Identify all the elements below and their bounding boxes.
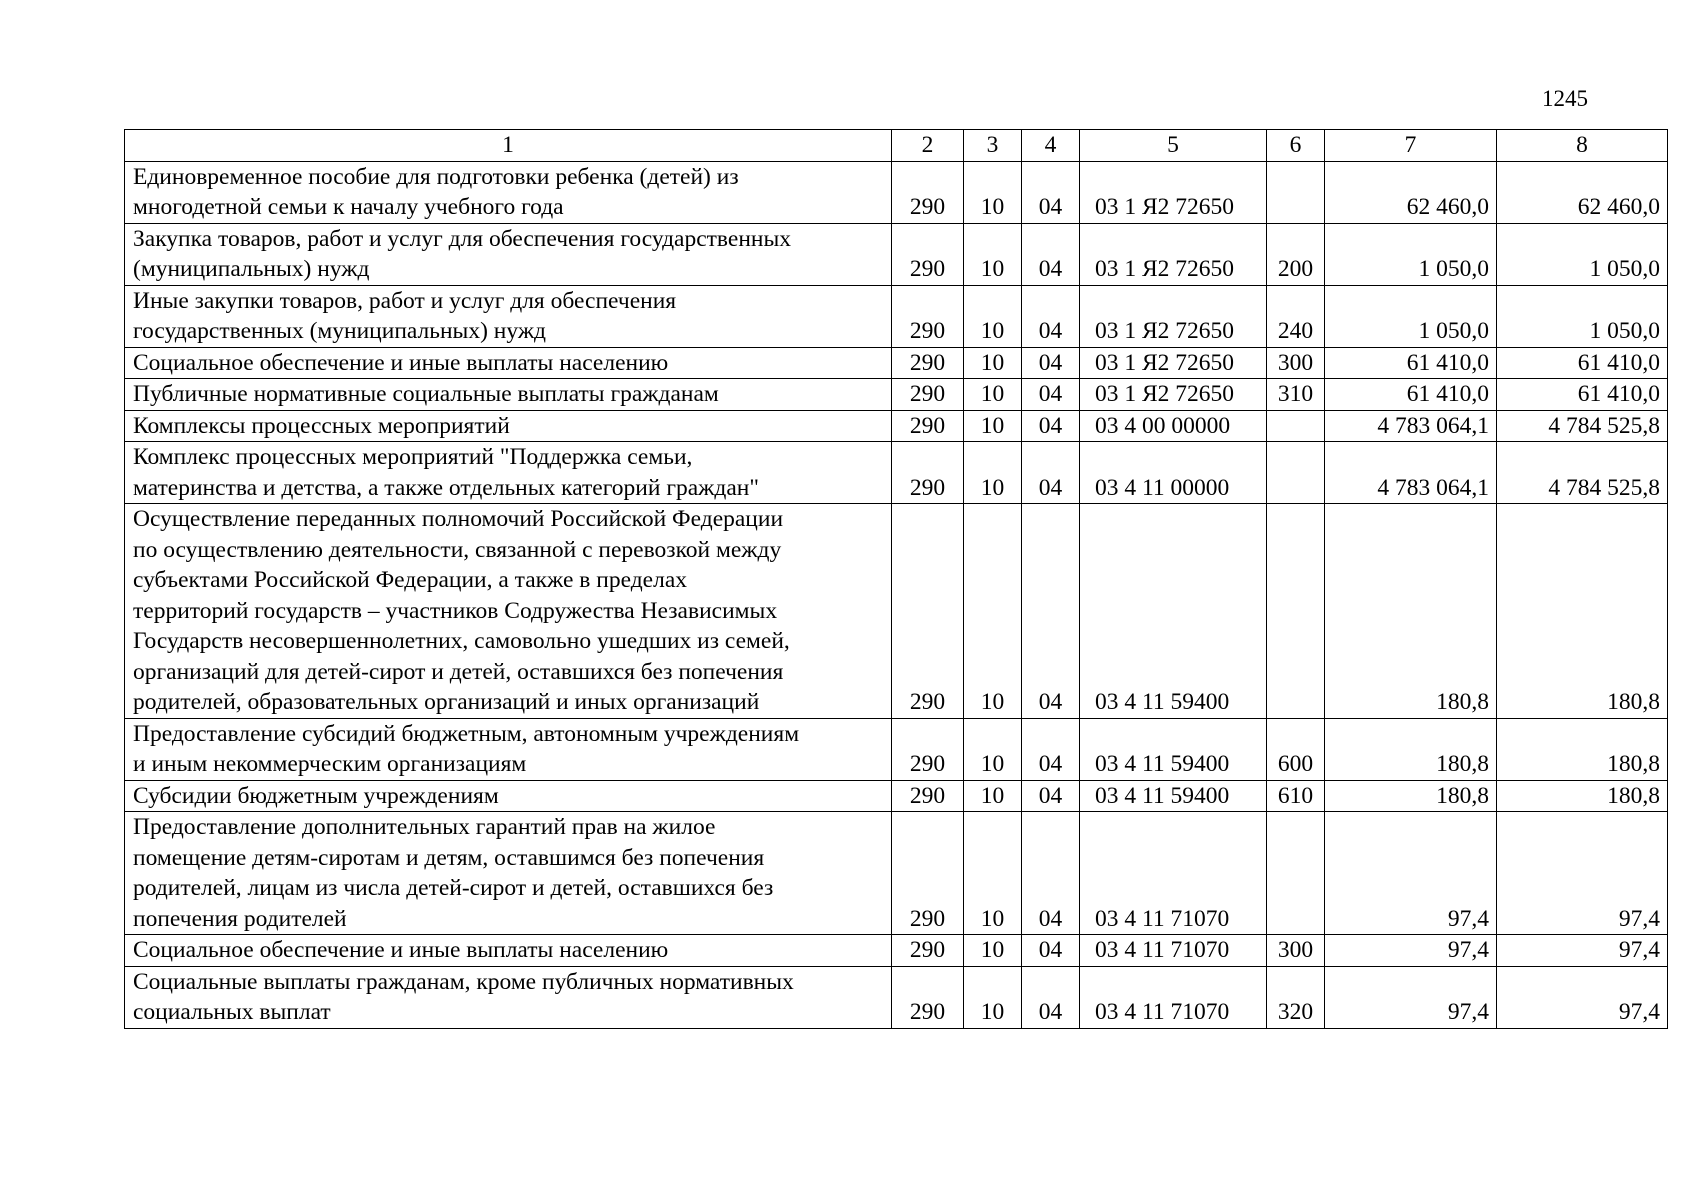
amount-year2-cell: 180,8 bbox=[1497, 780, 1668, 812]
table-header-row bbox=[125, 130, 1668, 162]
subsection-cell: 04 bbox=[1022, 347, 1080, 379]
amount-year2-cell: 4 784 525,8 bbox=[1497, 410, 1668, 442]
description-cell: Закупка товаров, работ и услуг для обеспечения государственных (муниципальных) нужд bbox=[125, 223, 892, 285]
section-cell: 10 bbox=[964, 966, 1022, 1028]
amount-year2-cell: 97,4 bbox=[1497, 935, 1668, 967]
section-cell: 10 bbox=[964, 347, 1022, 379]
section-cell: 10 bbox=[964, 442, 1022, 504]
amount-year1-cell: 1 050,0 bbox=[1325, 223, 1497, 285]
description-cell: Предоставление субсидий бюджетным, автономным учреждениям и иным некоммерческим организациям bbox=[125, 718, 892, 780]
col2-cell: 290 bbox=[892, 161, 964, 223]
section-cell: 10 bbox=[964, 223, 1022, 285]
amount-year1-cell: 180,8 bbox=[1325, 504, 1497, 719]
amount-year1-cell: 61 410,0 bbox=[1325, 347, 1497, 379]
table-row bbox=[125, 935, 1668, 967]
description-cell: Единовременное пособие для подготовки ребенка (детей) из многодетной семьи к началу учебного года bbox=[125, 161, 892, 223]
subsection-cell: 04 bbox=[1022, 966, 1080, 1028]
table-row bbox=[125, 347, 1668, 379]
table-row bbox=[125, 285, 1668, 347]
amount-year1-cell: 4 783 064,1 bbox=[1325, 442, 1497, 504]
subsection-cell: 04 bbox=[1022, 223, 1080, 285]
col2-cell: 290 bbox=[892, 347, 964, 379]
target-article-cell: 03 1 Я2 72650 bbox=[1080, 285, 1267, 347]
amount-year2-cell: 61 410,0 bbox=[1497, 379, 1668, 411]
target-article-cell: 03 4 11 59400 bbox=[1080, 504, 1267, 719]
target-article-cell: 03 4 11 59400 bbox=[1080, 780, 1267, 812]
table-row bbox=[125, 410, 1668, 442]
table-row bbox=[125, 780, 1668, 812]
target-article-cell: 03 4 11 59400 bbox=[1080, 718, 1267, 780]
description-cell: Социальные выплаты гражданам, кроме публичных нормативных социальных выплат bbox=[125, 966, 892, 1028]
section-cell: 10 bbox=[964, 285, 1022, 347]
expense-type-cell: 300 bbox=[1267, 935, 1325, 967]
col2-cell: 290 bbox=[892, 966, 964, 1028]
table-row bbox=[125, 812, 1668, 935]
page-number: 1245 bbox=[1542, 86, 1588, 111]
column-header: 8 bbox=[1497, 130, 1668, 162]
description-cell: Осуществление переданных полномочий Российской Федерации по осуществлению деятельности, связанной с перевозкой между субъектами Российской Федерации, а также в пределах территорий государств – участников Содружества Независимых Государств несовершеннолетних, самовольно ушедших из семей, организаций для детей-сирот и детей, оставшихся без попечения родителей, образовательных организаций и иных организаций bbox=[125, 504, 892, 719]
amount-year2-cell: 61 410,0 bbox=[1497, 347, 1668, 379]
description-cell: Предоставление дополнительных гарантий прав на жилое помещение детям-сиротам и детям, оставшимся без попечения родителей, лицам из числа детей-сирот и детей, оставшихся без попечения родителей bbox=[125, 812, 892, 935]
table-row bbox=[125, 442, 1668, 504]
description-cell: Социальное обеспечение и иные выплаты населению bbox=[125, 347, 892, 379]
column-header: 2 bbox=[892, 130, 964, 162]
amount-year1-cell: 180,8 bbox=[1325, 718, 1497, 780]
col2-cell: 290 bbox=[892, 410, 964, 442]
description-cell: Социальное обеспечение и иные выплаты населению bbox=[125, 935, 892, 967]
target-article-cell: 03 1 Я2 72650 bbox=[1080, 161, 1267, 223]
subsection-cell: 04 bbox=[1022, 379, 1080, 411]
amount-year1-cell: 97,4 bbox=[1325, 935, 1497, 967]
target-article-cell: 03 1 Я2 72650 bbox=[1080, 379, 1267, 411]
amount-year1-cell: 1 050,0 bbox=[1325, 285, 1497, 347]
subsection-cell: 04 bbox=[1022, 285, 1080, 347]
section-cell: 10 bbox=[964, 379, 1022, 411]
amount-year1-cell: 62 460,0 bbox=[1325, 161, 1497, 223]
column-header: 7 bbox=[1325, 130, 1497, 162]
description-cell: Комплексы процессных мероприятий bbox=[125, 410, 892, 442]
expense-type-cell: 200 bbox=[1267, 223, 1325, 285]
expense-type-cell bbox=[1267, 504, 1325, 719]
target-article-cell: 03 1 Я2 72650 bbox=[1080, 223, 1267, 285]
col2-cell: 290 bbox=[892, 812, 964, 935]
target-article-cell: 03 4 11 71070 bbox=[1080, 812, 1267, 935]
description-cell: Иные закупки товаров, работ и услуг для обеспечения государственных (муниципальных) нужд bbox=[125, 285, 892, 347]
section-cell: 10 bbox=[964, 812, 1022, 935]
amount-year2-cell: 4 784 525,8 bbox=[1497, 442, 1668, 504]
target-article-cell: 03 4 11 71070 bbox=[1080, 935, 1267, 967]
column-header: 1 bbox=[125, 130, 892, 162]
description-cell: Публичные нормативные социальные выплаты гражданам bbox=[125, 379, 892, 411]
expense-type-cell: 610 bbox=[1267, 780, 1325, 812]
amount-year2-cell: 180,8 bbox=[1497, 504, 1668, 719]
target-article-cell: 03 1 Я2 72650 bbox=[1080, 347, 1267, 379]
col2-cell: 290 bbox=[892, 935, 964, 967]
col2-cell: 290 bbox=[892, 780, 964, 812]
table-row bbox=[125, 966, 1668, 1028]
expense-type-cell bbox=[1267, 442, 1325, 504]
amount-year1-cell: 97,4 bbox=[1325, 812, 1497, 935]
subsection-cell: 04 bbox=[1022, 504, 1080, 719]
amount-year1-cell: 4 783 064,1 bbox=[1325, 410, 1497, 442]
amount-year2-cell: 1 050,0 bbox=[1497, 223, 1668, 285]
subsection-cell: 04 bbox=[1022, 780, 1080, 812]
target-article-cell: 03 4 11 71070 bbox=[1080, 966, 1267, 1028]
target-article-cell: 03 4 11 00000 bbox=[1080, 442, 1267, 504]
subsection-cell: 04 bbox=[1022, 410, 1080, 442]
expense-type-cell bbox=[1267, 410, 1325, 442]
section-cell: 10 bbox=[964, 935, 1022, 967]
col2-cell: 290 bbox=[892, 285, 964, 347]
section-cell: 10 bbox=[964, 718, 1022, 780]
column-header: 6 bbox=[1267, 130, 1325, 162]
col2-cell: 290 bbox=[892, 379, 964, 411]
expense-type-cell: 300 bbox=[1267, 347, 1325, 379]
amount-year1-cell: 61 410,0 bbox=[1325, 379, 1497, 411]
subsection-cell: 04 bbox=[1022, 718, 1080, 780]
table-row bbox=[125, 718, 1668, 780]
table-row bbox=[125, 161, 1668, 223]
amount-year2-cell: 1 050,0 bbox=[1497, 285, 1668, 347]
budget-table bbox=[124, 129, 1668, 1029]
table-row bbox=[125, 504, 1668, 719]
section-cell: 10 bbox=[964, 410, 1022, 442]
expense-type-cell: 600 bbox=[1267, 718, 1325, 780]
col2-cell: 290 bbox=[892, 718, 964, 780]
subsection-cell: 04 bbox=[1022, 935, 1080, 967]
amount-year2-cell: 97,4 bbox=[1497, 812, 1668, 935]
section-cell: 10 bbox=[964, 161, 1022, 223]
amount-year1-cell: 180,8 bbox=[1325, 780, 1497, 812]
col2-cell: 290 bbox=[892, 223, 964, 285]
subsection-cell: 04 bbox=[1022, 442, 1080, 504]
expense-type-cell: 310 bbox=[1267, 379, 1325, 411]
amount-year1-cell: 97,4 bbox=[1325, 966, 1497, 1028]
section-cell: 10 bbox=[964, 504, 1022, 719]
subsection-cell: 04 bbox=[1022, 161, 1080, 223]
description-cell: Субсидии бюджетным учреждениям bbox=[125, 780, 892, 812]
col2-cell: 290 bbox=[892, 504, 964, 719]
expense-type-cell: 240 bbox=[1267, 285, 1325, 347]
description-cell: Комплекс процессных мероприятий "Поддержка семьи, материнства и детства, а также отдельных категорий граждан" bbox=[125, 442, 892, 504]
column-header: 4 bbox=[1022, 130, 1080, 162]
column-header: 3 bbox=[964, 130, 1022, 162]
col2-cell: 290 bbox=[892, 442, 964, 504]
amount-year2-cell: 62 460,0 bbox=[1497, 161, 1668, 223]
table-row bbox=[125, 223, 1668, 285]
amount-year2-cell: 97,4 bbox=[1497, 966, 1668, 1028]
subsection-cell: 04 bbox=[1022, 812, 1080, 935]
expense-type-cell bbox=[1267, 812, 1325, 935]
expense-type-cell: 320 bbox=[1267, 966, 1325, 1028]
target-article-cell: 03 4 00 00000 bbox=[1080, 410, 1267, 442]
column-header: 5 bbox=[1080, 130, 1267, 162]
table-body bbox=[125, 130, 1668, 1029]
amount-year2-cell: 180,8 bbox=[1497, 718, 1668, 780]
section-cell: 10 bbox=[964, 780, 1022, 812]
expense-type-cell bbox=[1267, 161, 1325, 223]
table-row bbox=[125, 379, 1668, 411]
